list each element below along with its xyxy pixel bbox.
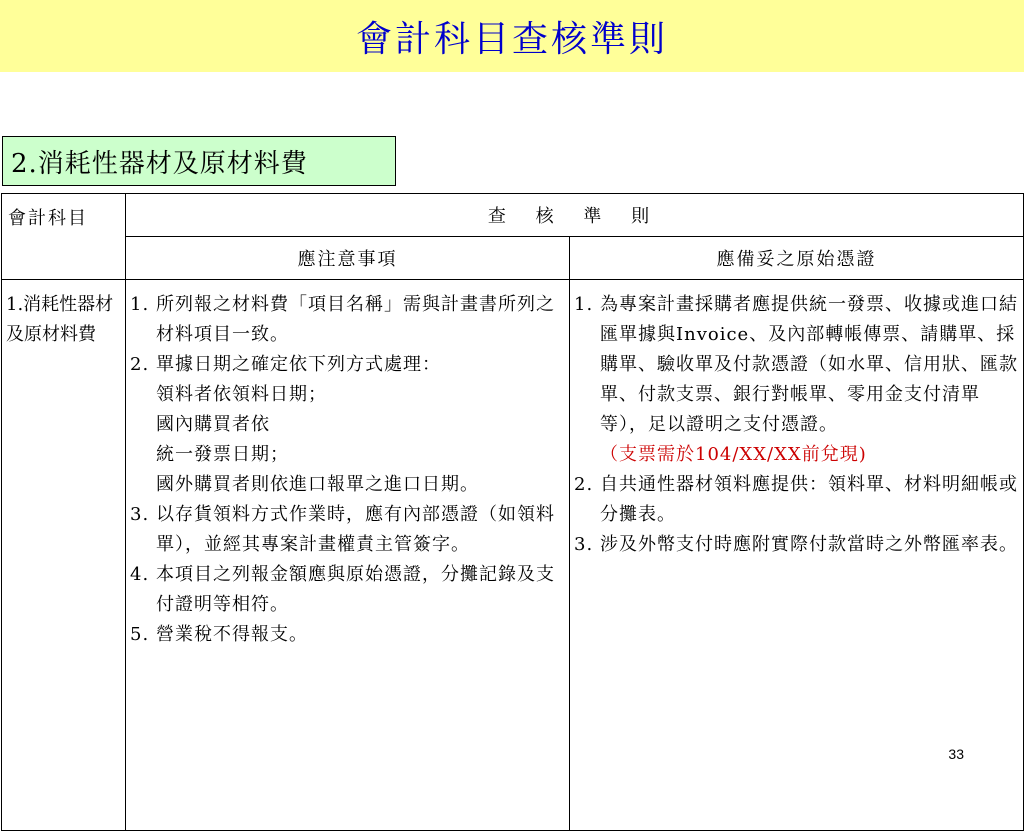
list-item: 5. 營業稅不得報支。: [130, 624, 308, 645]
col-header-notes: 應注意事項: [126, 237, 570, 280]
title-bar: [0, 0, 1024, 72]
notes-cell: [126, 280, 570, 831]
list-item: 4. 本項目之列報金額應與原始憑證，分攤記錄及支付證明等相符。: [130, 564, 555, 615]
audit-criteria-table: [1, 193, 1024, 831]
notes-list: [130, 290, 565, 650]
list-item: 3. 涉及外幣支付時應附實際付款當時之外幣匯率表。: [574, 534, 1018, 555]
col-header-subject: 會計科目: [2, 194, 126, 280]
page-number: 33: [948, 746, 964, 762]
list-item: 1. 所列報之材料費「項目名稱」需與計畫書所列之材料項目一致。: [130, 294, 555, 345]
list-item: 3. 以存貨領料方式作業時，應有內部憑證（如領料單），並經其專案計畫權責主管簽字。: [130, 504, 555, 555]
vouchers-list: [574, 290, 1019, 560]
list-item: 2. 自共通性器材領料應提供：領料單、材料明細帳或分攤表。: [574, 474, 1018, 525]
col-header-vouchers: 應備妥之原始憑證: [570, 237, 1024, 280]
cheque-deadline-note: （支票需於104/XX/XX前兌現): [600, 444, 867, 465]
slide-title: 會計科目查核準則: [355, 18, 668, 60]
header-audit-criteria: 查 核 準 則: [126, 194, 1024, 237]
subject-cell: [2, 280, 126, 831]
section-title: 2.消耗性器材及原材料費: [2, 136, 396, 186]
list-item: 2. 單據日期之確定依下列方式處理： 領料者依領料日期； 國內購買者依 統一發票日期； 國外購買者則依進口報單之進口日期。: [130, 354, 479, 495]
subject-text: 1.消耗性器材及原材料費: [6, 294, 114, 345]
list-item: 1. 為專案計畫採購者應提供統一發票、收據或進口結匯單據與Invoice、及內部轉帳傳票、請購單、採購單、驗收單及付款憑證（如水單、信用狀、匯款單、付款支票、銀行對帳單、零用金支付清單等），足以證明之支付憑證。 （支票需於104/XX/XX前兌現): [574, 294, 1018, 465]
